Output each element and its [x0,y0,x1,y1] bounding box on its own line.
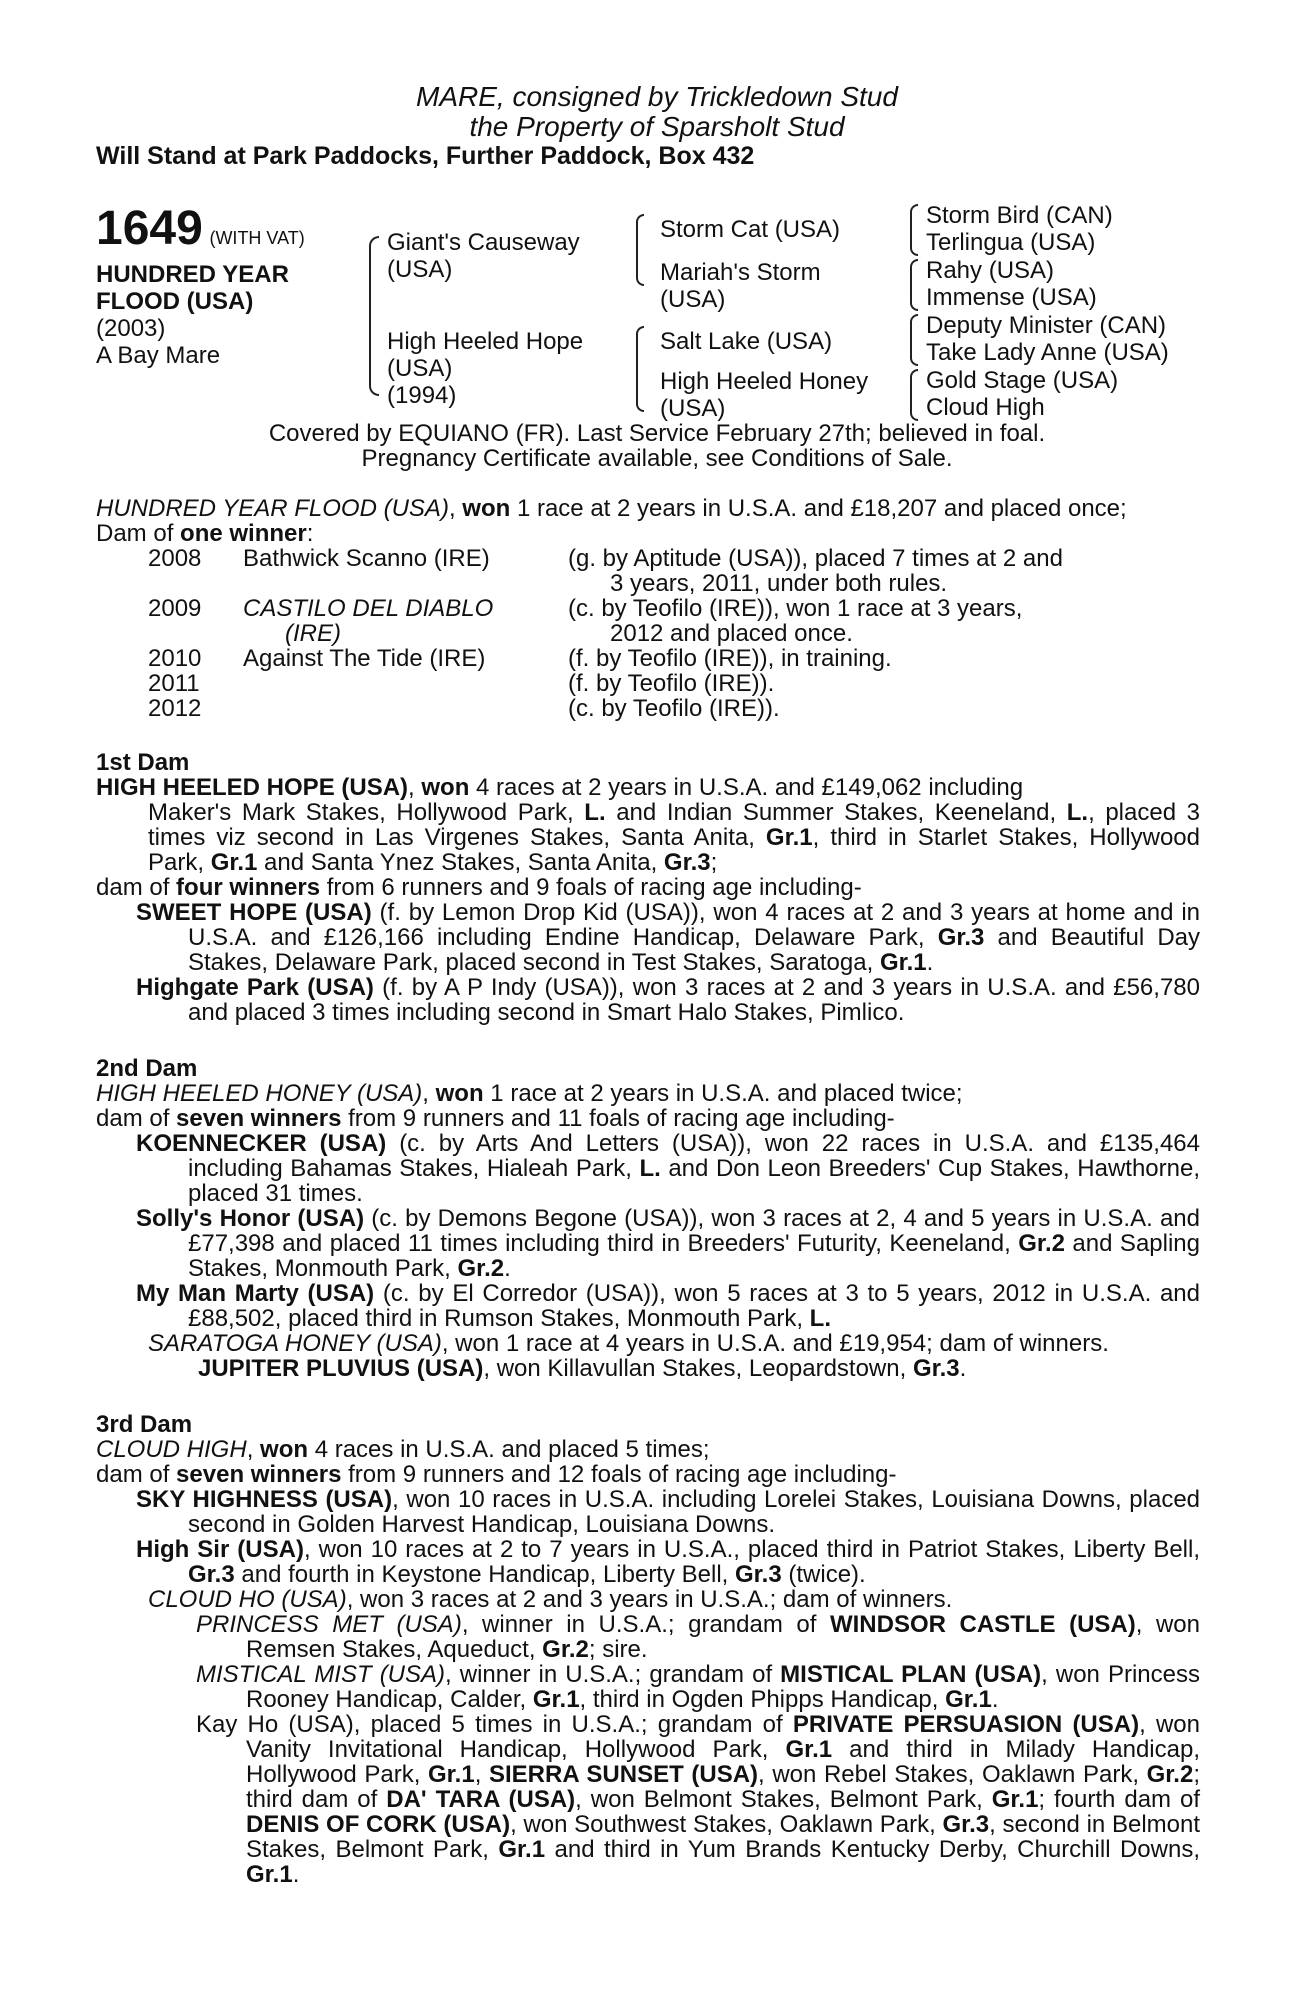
produce-detail-cont: 3 years, 2011, under both rules. [610,570,948,597]
t: and [984,924,1038,951]
won-label: won [462,495,511,522]
t: . [926,949,934,976]
t: 4 races at 2 years in U.S.A. and £149,062 including [469,774,1024,801]
t: , placed [1088,799,1177,826]
pedigree-brace-dd [910,369,918,421]
header-location: Will Stand at Park Paddocks, Further Paddock, Box 432 [96,142,755,170]
won-label: won [435,1080,484,1107]
first-dam-progeny-2 [96,975,1200,1025]
t: , winner in U.S.A.; grandam of [461,1611,830,1638]
t: dam of [96,874,177,901]
ss-dam: Terlingua (USA) [926,229,1096,256]
dam-sire: Salt Lake (USA) [660,328,833,355]
progeny-name: MISTICAL MIST (USA) [196,1661,446,1688]
progeny-name: My Man Marty (USA) [136,1280,375,1307]
grade: Gr.3 [188,1561,235,1588]
t: , winner in U.S.A.; grandam of [445,1661,781,1688]
lot-number: 1649 [96,202,203,255]
colon: : [306,520,314,547]
progeny-name: DA' TARA (USA) [386,1786,576,1813]
dam-dam-country: (USA) [660,395,726,422]
grade: Gr.1 [498,1836,546,1863]
second-dam-progeny-2 [96,1206,1200,1281]
second-dam-progeny-1 [96,1131,1200,1206]
horse-name-line2: FLOOD (USA) [96,288,254,315]
first-dam-progeny-1 [96,900,1200,975]
t: (c. by El Corredor (USA)), won 5 races at 3 to 5 years, 2012 in [374,1280,1074,1307]
grade: Gr.1 [765,824,813,851]
progeny-name: JUPITER PLUVIUS (USA) [198,1355,484,1382]
produce-detail: (c. by Teofilo (IRE)). [568,695,780,722]
second-dam-grand-progeny: JUPITER PLUVIUS (USA), won Killavullan Stakes, Leopardstown, Gr.3. [198,1355,967,1382]
produce-name: Against The Tide (IRE) [243,645,486,672]
produce-row-cont [96,621,1200,646]
t: (f. by Lemon Drop Kid (USA)), won 4 races at 2 and 3 years at home [371,899,1126,926]
first-dam-record: HIGH HEELED HOPE (USA), won 4 races at 2 years in U.S.A. and £149,062 including [96,774,1024,801]
grade: Gr.1 [427,1761,475,1788]
t: and Don Leon Breeders' Cup [660,1155,983,1182]
second-dam-name: HIGH HEELED HONEY (USA) [96,1080,423,1107]
third-dam-produce [96,1462,1200,1487]
first-dam-section [96,750,1200,1025]
lot-number-block [96,204,305,254]
t: , won 10 races at 2 to 7 years in U.S.A., placed third in Patriot Stakes, [303,1536,1066,1563]
t: and in U.S.A. and £126,166 including Endine Handicap, Delaware Park, [188,899,1201,951]
t: from 6 runners and 9 foals of racing age including- [320,874,862,901]
grade: Gr.2 [457,1255,505,1282]
t: dam of [96,1105,177,1132]
ds-sire: Deputy Minister (CAN) [926,312,1167,339]
grade: Gr.2 [1146,1761,1194,1788]
third-dam-section [96,1412,1200,1887]
t: ; sire. [588,1636,648,1663]
t: 4 races in U.S.A. and placed 5 times; [308,1436,710,1463]
t: , won [1041,1661,1100,1688]
sep: , [448,495,463,522]
grade: Gr.1 [991,1786,1039,1813]
t: from 9 runners and 11 foals of racing age including- [341,1105,895,1132]
t: £135,464 including Bahamas Stakes, Hialeah Park, [188,1130,1200,1182]
sire-country: (USA) [387,256,453,283]
t: third in Yum Brands Kentucky Derby, Churchill Downs, [603,1836,1200,1863]
pedigree-brace-ss [910,204,918,256]
produce-row-cont [96,571,1200,596]
produce-name: Bathwick Scanno (IRE) [243,545,490,572]
produce-row [96,671,1200,696]
t: and Santa Ynez Stakes, Santa Anita, [257,849,664,876]
progeny-name: CLOUD HO (USA) [148,1586,347,1613]
t: , won Southwest [510,1811,687,1838]
t: , third in Starlet Stakes, [812,824,1079,851]
t: won Remsen Stakes, Aqueduct, [246,1611,1200,1663]
produce-year: 2009 [148,595,202,622]
ds-dam: Take Lady Anne (USA) [926,339,1169,366]
t: . [292,1861,300,1888]
grade: Gr.2 [1018,1230,1065,1257]
produce-row [96,696,1200,721]
first-dam-name: HIGH HEELED HOPE (USA) [96,774,409,801]
dam-dam: High Heeled Honey [660,368,869,395]
grade: Gr.3 [735,1561,782,1588]
t: £56,780 and placed 3 times including second in Smart Halo Stakes, Pimlico. [188,974,1200,1026]
t: (c. by Demons Begone (USA)), won 3 races at 2, 4 and 5 years in [364,1205,1077,1232]
pregnancy-note: Pregnancy Certificate available, see Conditions of Sale. [361,445,953,472]
progeny-name: SIERRA SUNSET (USA) [488,1761,759,1788]
t: , [474,1761,489,1788]
third-dam-progeny-2 [96,1537,1200,1587]
t: , won Killavullan Stakes, Leopardstown, [483,1355,913,1382]
t: U.S.A. and £77,398 and placed 11 times including third in Breeders' Futurity, Keeneland, [188,1205,1200,1257]
third-dam-grand-progeny-3 [96,1712,1200,1887]
grade: Gr.3 [942,1811,990,1838]
pedigree-brace-sire [636,214,644,286]
t: , won Belmont Stakes, [575,1786,821,1813]
grade: Gr.1 [879,949,927,976]
second-dam-record: HIGH HEELED HONEY (USA), won 1 race at 2 years in U.S.A. and placed twice; [96,1080,963,1107]
produce-name-text: CASTILO DEL DIABLO [243,595,494,622]
t: , won 1 race at 4 years in U.S.A. and £19,954; dam of winners. [441,1330,1109,1357]
produce-year: 2011 [148,670,200,697]
produce-dam-record: 1 race at 2 years in U.S.A. and £18,207 and placed once; [510,495,1127,522]
t: Stakes, Hawthorne, placed 31 times. [188,1155,1201,1207]
first-dam-record-cont [96,800,1200,875]
winner-count: four winners [176,874,321,901]
produce-detail-cont: 2012 and placed once. [610,620,853,647]
sire-name: Giant's Causeway [387,229,580,256]
won-label: won [421,774,470,801]
t: and fourth in Keystone Handicap, Liberty Bell, [234,1561,735,1588]
produce-section [96,496,1200,721]
t: Stakes, Oaklawn Park, [692,1811,943,1838]
foaled-year: (2003) [96,315,166,342]
t: and Sapling Stakes, Monmouth Park, [188,1230,1200,1282]
dam-year: (1994) [387,382,457,409]
t: , won 3 races at 2 and 3 years in U.S.A.; dam of winners. [346,1586,953,1613]
third-dam-progeny-1 [96,1487,1200,1537]
t: and [545,1836,595,1863]
dd-sire: Gold Stage (USA) [926,367,1119,394]
progeny-name: KOENNECKER (USA) [136,1130,387,1157]
t: (f. by A P Indy (USA)), won 3 races at 2 and 3 years in U.S.A. and [373,974,1105,1001]
t: ; third dam of [246,1761,1200,1813]
horse-name-line1: HUNDRED YEAR [96,261,289,288]
t: . [991,1686,999,1713]
header-consignor: MARE, consigned by Trickledown Stud [416,81,898,112]
third-dam-record: CLOUD HIGH, won 4 races in U.S.A. and placed 5 times; [96,1436,710,1463]
t: Hollywood Park, [148,824,1200,876]
first-dam-title: 1st Dam [96,749,190,776]
second-dam-progeny-4 [96,1331,1200,1356]
produce-row [96,546,1200,571]
listed: L. [809,1305,831,1332]
t: , [1135,1611,1143,1638]
produce-detail: (f. by Teofilo (IRE)), in training. [568,645,892,672]
sd-sire: Rahy (USA) [926,257,1055,284]
listed: L. [639,1155,661,1182]
progeny-name: Highgate Park (USA) [136,974,374,1001]
horse-description: A Bay Mare [96,342,221,369]
t: Beautiful Day Stakes, Delaware Park, placed second in Test Stakes, Saratoga, [188,924,1201,976]
winner-count: seven winners [176,1105,342,1132]
t: , second in Belmont Stakes, Belmont Park, [246,1811,1201,1863]
grade: Gr.2 [542,1636,589,1663]
produce-detail: (g. by Aptitude (USA)), placed 7 times at 2 and [568,545,1063,572]
third-dam-title: 3rd Dam [96,1411,193,1438]
progeny-name: SKY HIGHNESS (USA) [136,1486,393,1513]
produce-year: 2010 [148,645,202,672]
produce-year: 2008 [148,545,202,572]
dam-of-label: Dam of [96,520,181,547]
t: Belmont Park, [829,1786,992,1813]
produce-year: 2012 [148,695,202,722]
header-property: the Property of Sparsholt Stud [469,111,845,142]
sire-sire: Storm Cat (USA) [660,216,841,243]
t: Handicap, Hollywood Park, [246,1736,1200,1788]
progeny-name: SARATOGA HONEY (USA) [148,1330,442,1357]
t: Oaklawn Park, [981,1761,1147,1788]
progeny-name: PRINCESS MET (USA) [196,1611,462,1638]
t: 1 race at 2 years in U.S.A. and placed twice; [483,1080,963,1107]
t: , won 10 races in U.S.A. including Lorelei Stakes, Louisiana [392,1486,1035,1513]
produce-dam-of [96,521,1200,546]
pedigree-brace-dam [636,326,644,412]
sd-dam: Immense (USA) [926,284,1097,311]
grade: Gr.1 [785,1736,833,1763]
t: ; [710,849,718,876]
produce-detail: (f. by Teofilo (IRE)). [568,670,775,697]
t: Kay Ho (USA), placed 5 times in U.S.A.; grandam of [196,1711,793,1738]
vat-note: (WITH VAT) [209,228,305,248]
grade: Gr.1 [210,849,258,876]
winner-count: one winner [180,520,307,547]
t: and third in Milady [832,1736,1075,1763]
third-dam-progeny-3 [96,1587,1200,1612]
dam-name: High Heeled Hope [387,328,584,355]
covered-note: Covered by EQUIANO (FR). Last Service February 27th; believed in foal. [268,420,1046,447]
sire-dam-country: (USA) [660,286,726,313]
t: (twice). [781,1561,866,1588]
listed: L. [584,799,606,826]
t: Princess Rooney Handicap, Calder, [246,1661,1200,1713]
t: , won Rebel Stakes, [758,1761,975,1788]
t: U.S.A. and £88,502, placed third in Rumson Stakes, Monmouth Park, [188,1280,1201,1332]
dd-dam: Cloud High [926,394,1045,421]
t: Maker's Mark Stakes, Hollywood Park, [148,799,585,826]
t: , won Vanity Invitational Handicap, Hollywood Park, [246,1711,1200,1763]
grade: Gr.3 [937,924,985,951]
progeny-name: Solly's Honor (USA) [136,1205,365,1232]
grade: Gr.3 [912,1355,960,1382]
third-dam-name: CLOUD HIGH [96,1436,247,1463]
produce-row [96,596,1200,621]
t: . [504,1255,511,1282]
t: , third in Ogden Phipps Handicap, [579,1686,946,1713]
dam-country: (USA) [387,355,453,382]
produce-row [96,646,1200,671]
t: Downs, placed second in Golden Harvest Handicap, Louisiana Downs. [188,1486,1201,1538]
t: from 9 runners and 12 foals of racing age including- [341,1461,897,1488]
progeny-name: SWEET HOPE (USA) [136,899,372,926]
progeny-name: High Sir (USA) [136,1536,304,1563]
t: dam of [96,1461,177,1488]
produce-dam-name: HUNDRED YEAR FLOOD (USA) [96,495,449,522]
listed: L. [1066,799,1089,826]
winner-count: seven winners [176,1461,342,1488]
t: ; fourth dam of [1038,1786,1201,1813]
produce-dam-line [96,496,1200,521]
second-dam-title: 2nd Dam [96,1055,198,1082]
won-label: won [260,1436,309,1463]
progeny-name: DENIS OF CORK (USA) [246,1811,511,1838]
t: 3 times viz second in Las Virgenes Stakes, Santa Anita, [148,799,1200,851]
third-dam-grand-progeny-1 [96,1612,1200,1662]
grade: Gr.3 [663,849,711,876]
grade: Gr.1 [945,1686,992,1713]
pedigree-brace-sd [910,259,918,311]
grade: Gr.1 [246,1861,293,1888]
second-dam-produce [96,1106,1200,1131]
t: Liberty Bell, [1073,1536,1201,1563]
pedigree-brace-ds [910,314,918,366]
third-dam-grand-progeny-2 [96,1662,1200,1712]
second-dam-section [96,1056,1200,1381]
second-dam-progeny-3 [96,1281,1200,1331]
progeny-name: MISTICAL PLAN (USA) [780,1661,1042,1688]
ss-sire: Storm Bird (CAN) [926,202,1113,229]
grade: Gr.1 [532,1686,580,1713]
t: (c. by Arts And Letters (USA)), won 22 races in U.S.A. and [386,1130,1087,1157]
t: and Indian Summer Stakes, Keeneland, [605,799,1067,826]
sire-dam: Mariah's Storm [660,259,821,286]
progeny-name-cont: (USA) [1072,1711,1140,1738]
produce-name-cont: (IRE) [285,620,341,647]
progeny-name: WINDSOR CASTLE (USA) [829,1611,1136,1638]
progeny-name: PRIVATE PERSUASION [792,1711,1063,1738]
produce-detail: (c. by Teofilo (IRE)), won 1 race at 3 years, [568,595,1023,622]
first-dam-produce [96,875,1200,900]
pedigree-brace-main [369,236,379,396]
